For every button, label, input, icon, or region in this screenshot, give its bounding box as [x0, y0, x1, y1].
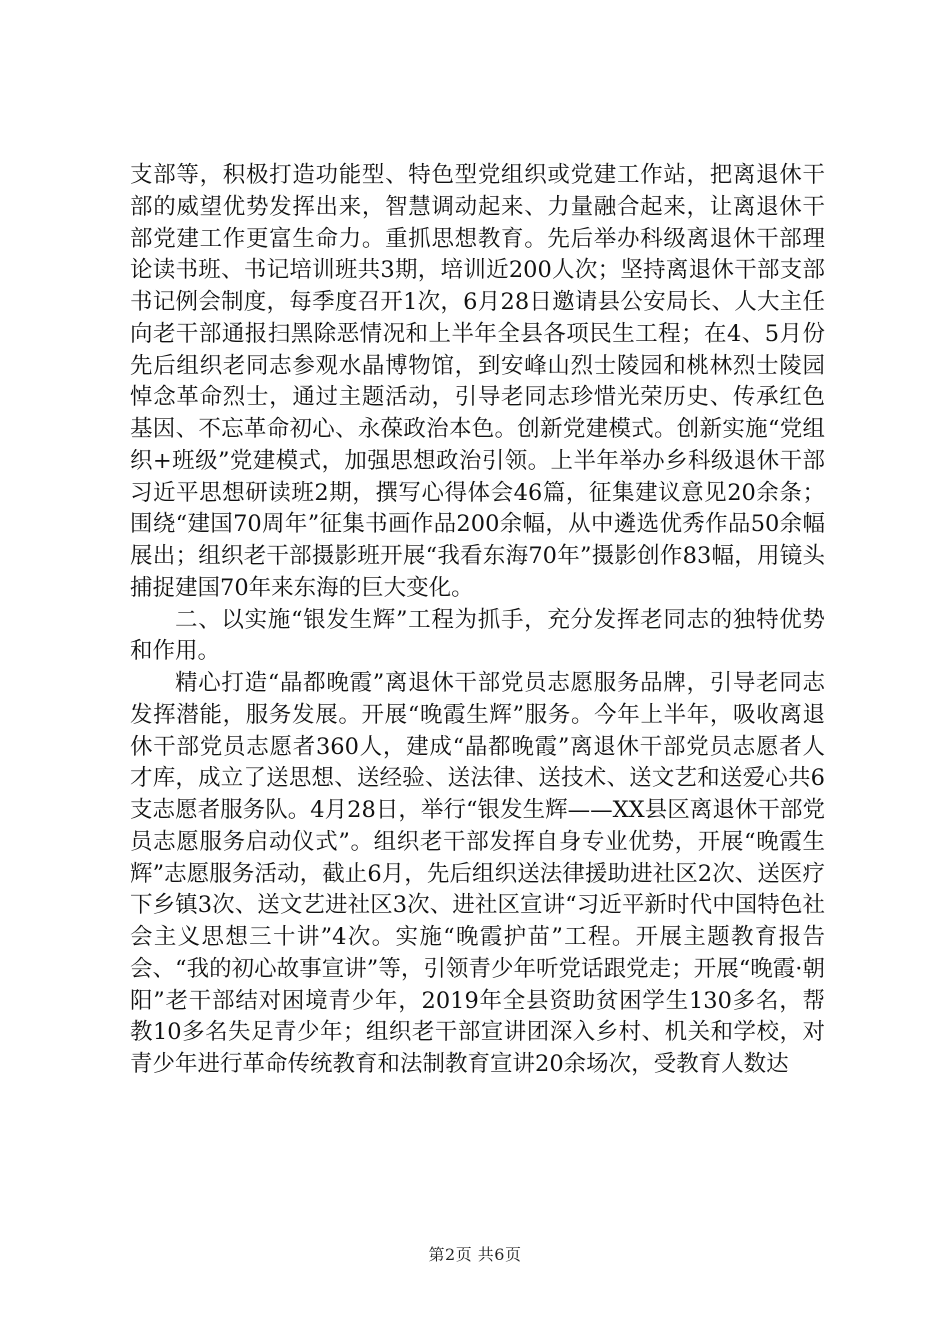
paragraph-2: 二、以实施“银发生辉”工程为抓手，充分发挥老同志的独特优势和作用。	[130, 606, 825, 665]
paragraph-1: 支部等，积极打造功能型、特色型党组织或党建工作站，把离退休干部的威望优势发挥出来，智慧调动起来、力量融合起来，让离退休干部党建工作更富生命力。重抓思想教育。先后举办科级离退休干部理论读书班、书记培训班共3期，培训近200人次；坚持离退休干部支部书记例会制度，每季度召开1次，6月28日邀请县公安局长、人大主任向老干部通报扫黑除恶情况和上半年全县各项民生工程；在4、5月份先后组织老同志参观水晶博物馆，到安峰山烈士陵园和桃林烈士陵园悼念革命烈士，通过主题活动，引导老同志珍惜光荣历史、传承红色基因、不忘革命初心、永葆政治本色。创新党建模式。创新实施“党组织+班级”党建模式，加强思想政治引领。上半年举办乡科级退休干部习近平思想研读班2期，撰写心得体会46篇，征集建议意见20余条；围绕“建国70周年”征集书画作品200余幅，从中遴选优秀作品50余幅展出；组织老干部摄影班开展“我看东海70年”摄影创作83幅，用镜头捕捉建国70年来东海的巨大变化。	[130, 162, 825, 601]
document-body	[130, 160, 825, 1081]
page-number-footer: 第2页 共6页	[428, 1245, 522, 1264]
paragraph-3: 精心打造“晶都晚霞”离退休干部党员志愿服务品牌，引导老同志发挥潜能，服务发展。开展“晚霞生辉”服务。今年上半年，吸收离退休干部党员志愿者360人，建成“晶都晚霞”离退休干部党员志愿者人才库，成立了送思想、送经验、送法律、送技术、送文艺和送爱心共6支志愿者服务队。4月28日，举行“银发生辉——XX县区离退休干部党员志愿服务启动仪式”。组织老干部发挥自身专业优势，开展“晚霞生辉”志愿服务活动，截止6月，先后组织送法律援助进社区2次、送医疗下乡镇3次、送文艺进社区3次、进社区宣讲“习近平新时代中国特色社会主义思想三十讲”4次。实施“晚霞护苗”工程。开展主题教育报告会、“我的初心故事宣讲”等，引领青少年听党话跟党走；开展“晚霞·朝阳”老干部结对困境青少年，2019年全县资助贫困学生130多名，帮教10多名失足青少年；组织老干部宣讲团深入乡村、机关和学校，对青少年进行革命传统教育和法制教育宣讲20余场次，受教育人数达	[130, 670, 825, 1077]
